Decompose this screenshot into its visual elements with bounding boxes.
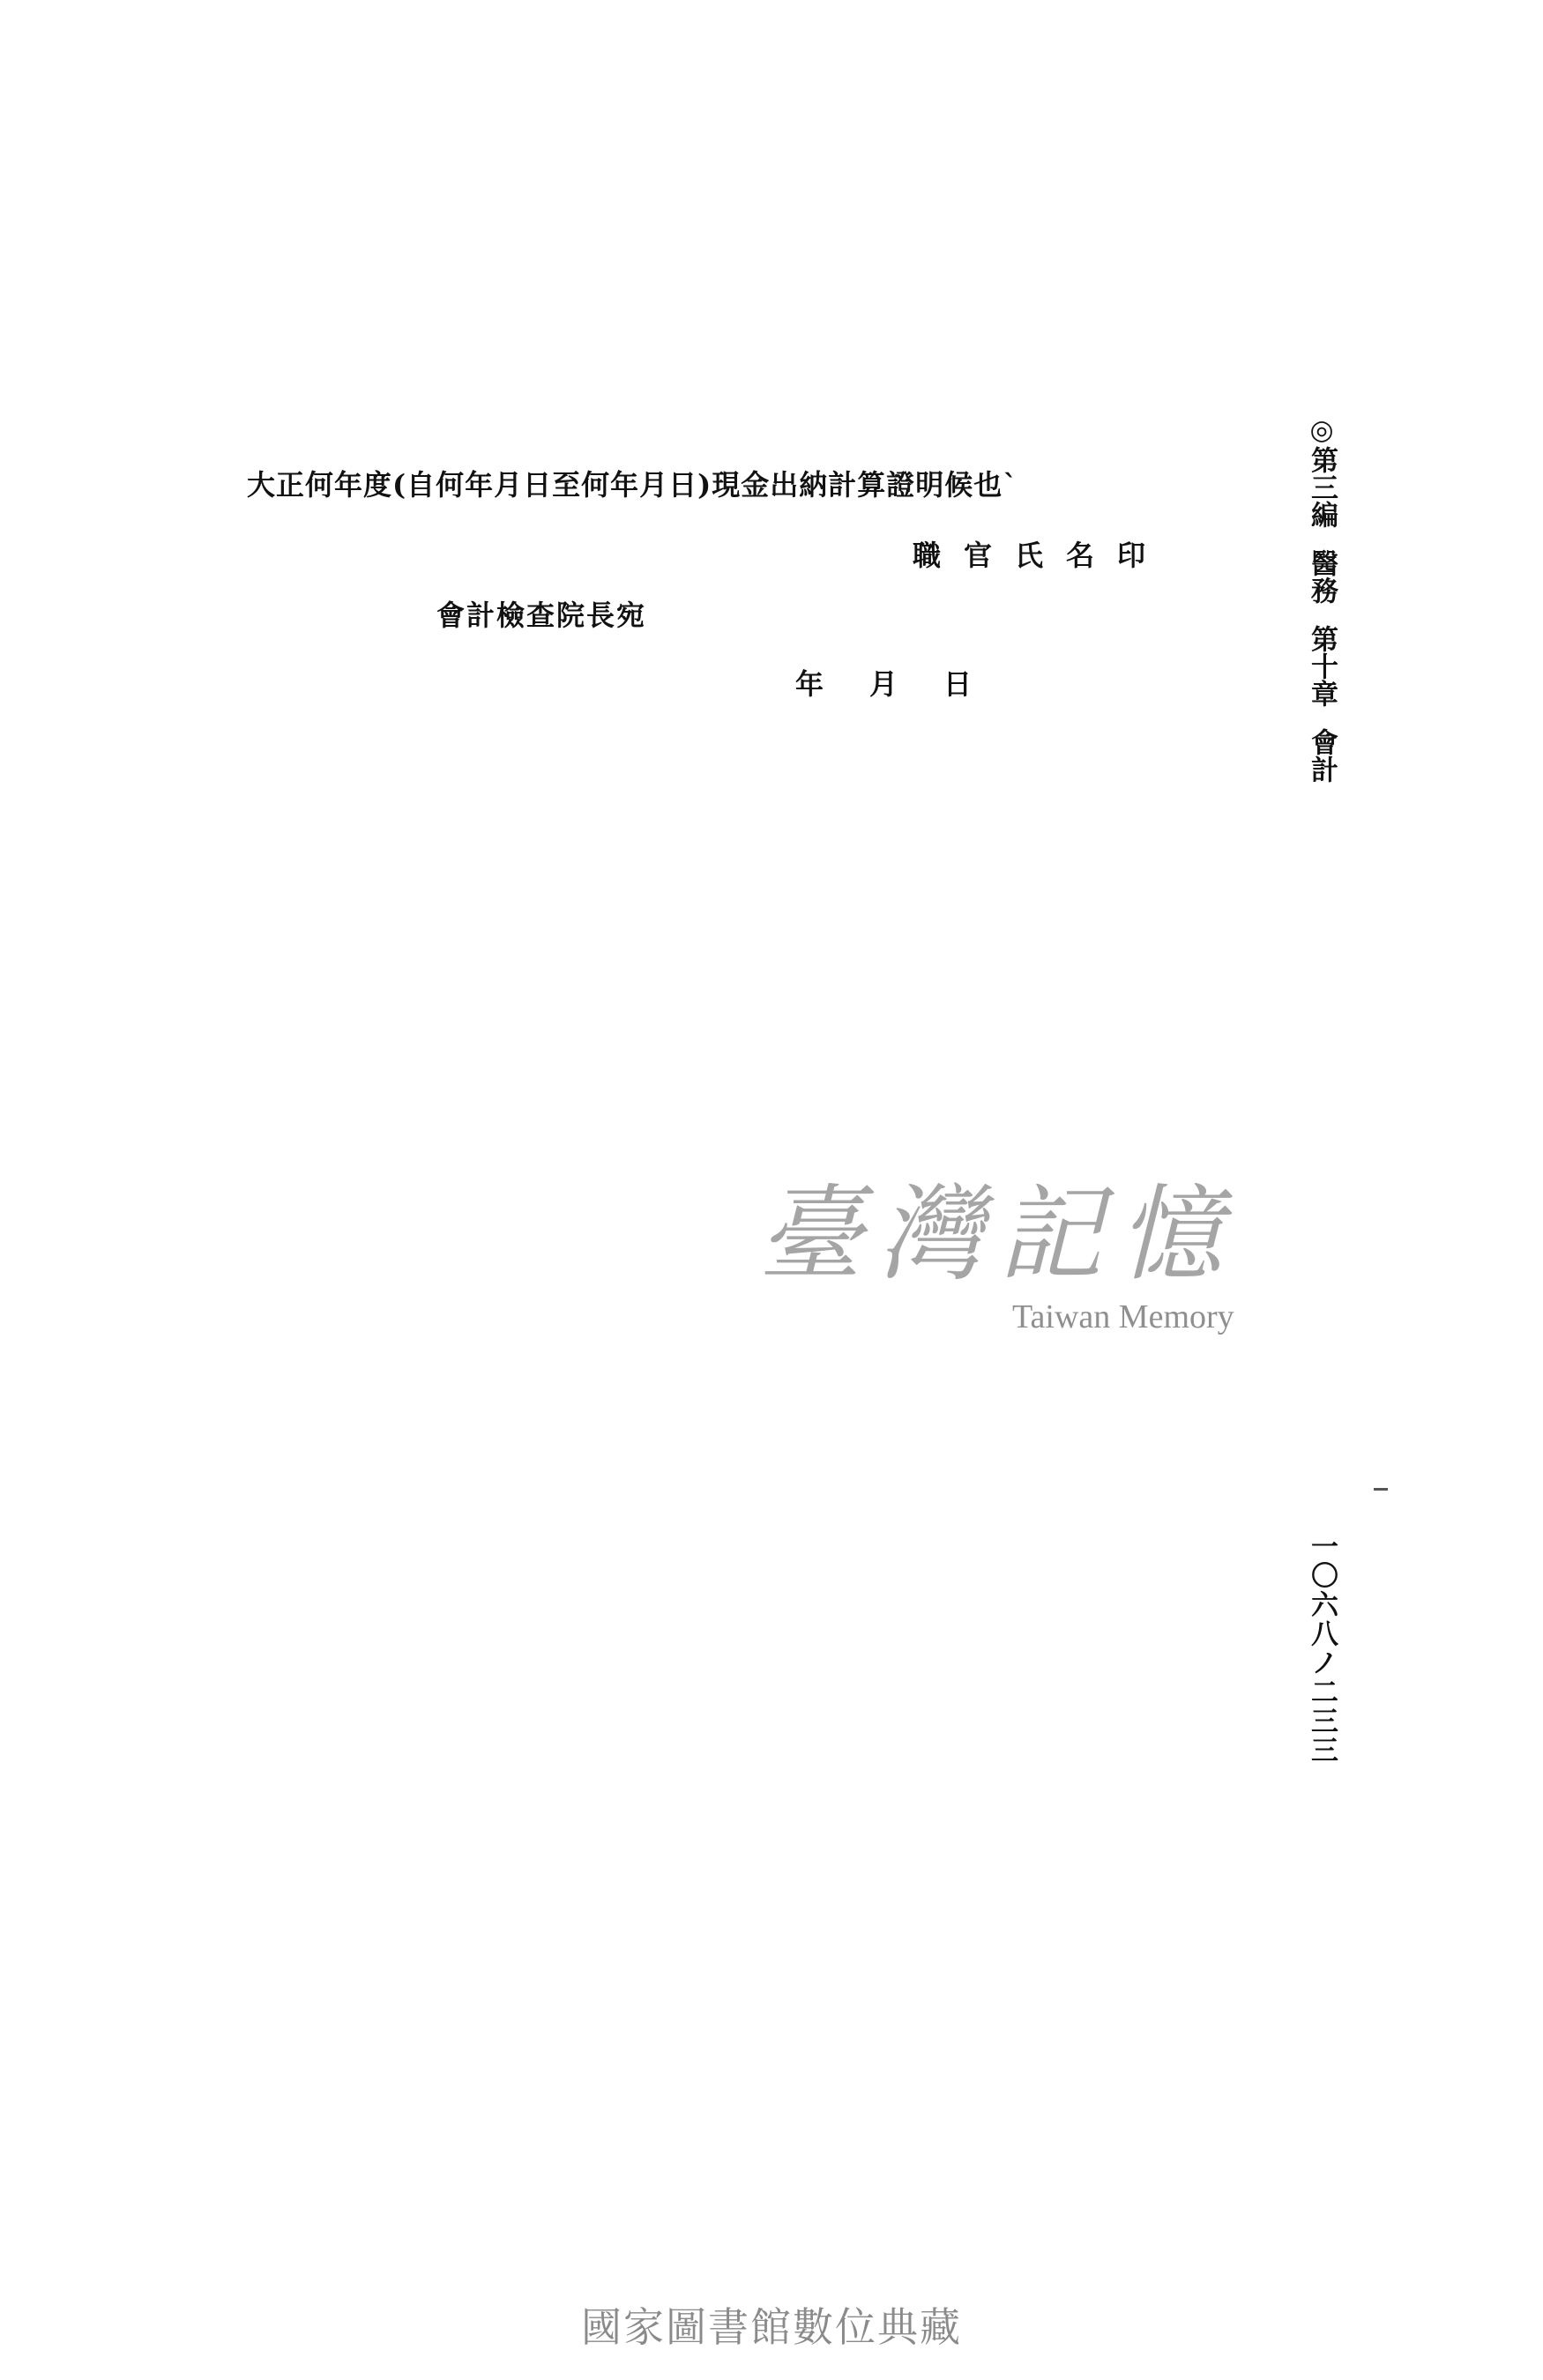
library-footer: 國家圖書館數位典藏: [581, 2303, 962, 2351]
certification-statement: 大正何年度(自何年月日至何年月日)現金出納計算證明候也`: [247, 468, 1018, 502]
date-line: 年月日: [795, 667, 1018, 701]
header-chapter: 第十章: [1306, 625, 1338, 707]
page-number: 一〇六八ノ二三三: [1306, 1532, 1338, 1765]
recipient-line: 會計檢查院長宛: [436, 599, 647, 632]
watermark-english-text: Taiwan Memory: [1012, 1298, 1234, 1335]
running-header: [1307, 414, 1337, 783]
header-part: 第三編: [1306, 446, 1338, 528]
margin-tick-mark: [1374, 1488, 1388, 1491]
header-mark: ◎: [1306, 414, 1338, 446]
official-signature-line: 職官氏名印: [913, 539, 1169, 572]
watermark-cjk-text: 臺灣記憶: [758, 1173, 1239, 1295]
header-section: 醫務: [1306, 549, 1338, 604]
header-topic: 會計: [1306, 728, 1338, 783]
taiwan-memory-watermark: [758, 1172, 1270, 1375]
